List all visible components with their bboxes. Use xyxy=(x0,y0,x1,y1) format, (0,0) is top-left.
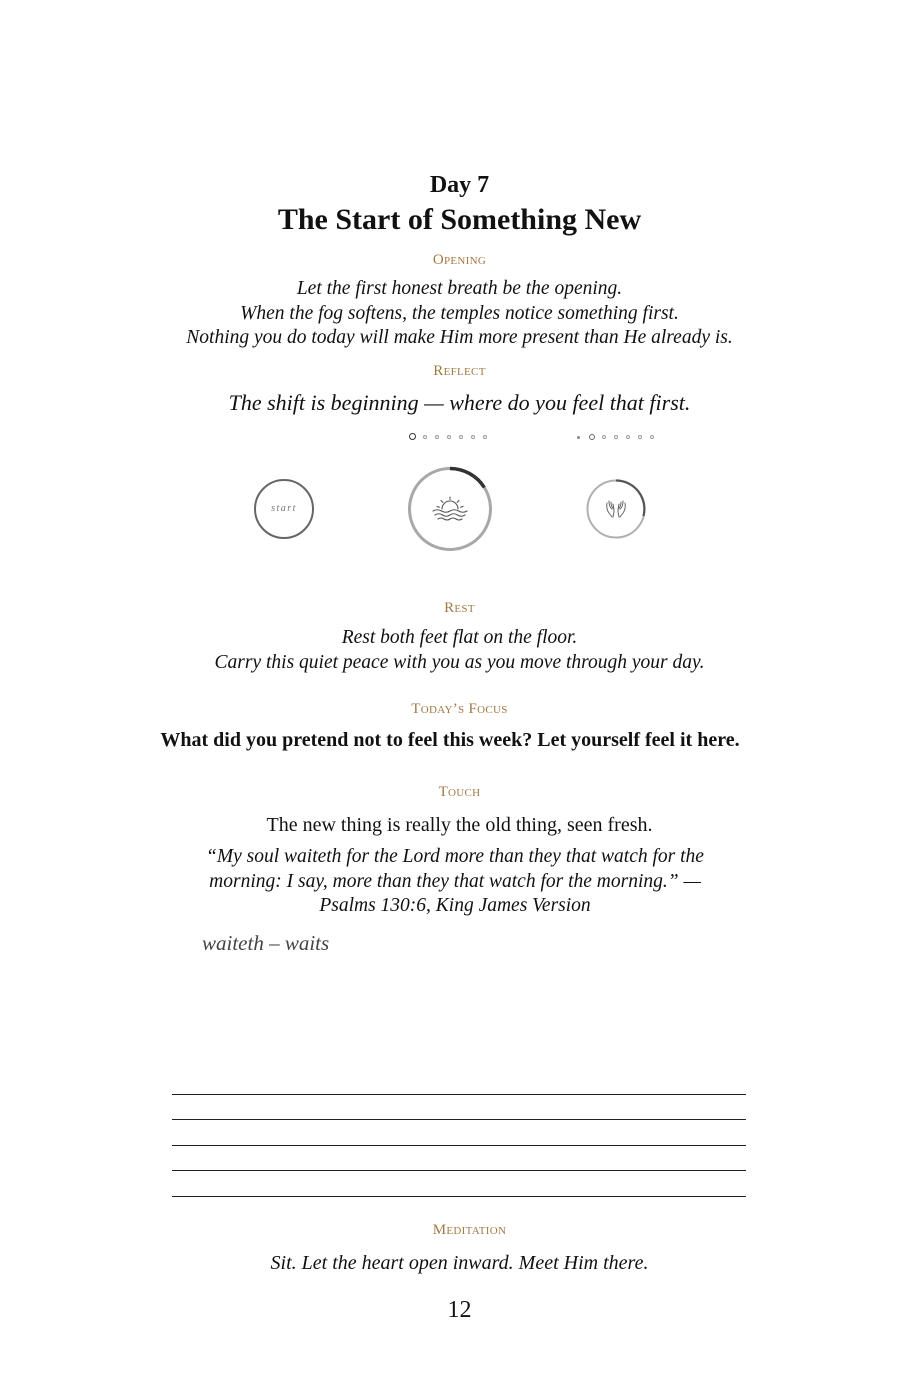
praying-hands-icon xyxy=(604,499,628,519)
sunrise-over-water-icon xyxy=(430,495,470,525)
opening-line: When the fog softens, the temples notice something first. xyxy=(240,302,679,324)
progress-dot[interactable] xyxy=(447,435,451,439)
progress-dot[interactable] xyxy=(577,436,580,439)
start-button[interactable] xyxy=(254,479,314,539)
page-number: 12 xyxy=(447,1297,472,1323)
progress-dot[interactable] xyxy=(626,435,630,439)
prayer-button[interactable] xyxy=(585,478,647,540)
reflect-text: The shift is beginning — where do you feel that first. xyxy=(228,390,691,415)
journal-line[interactable] xyxy=(172,1094,746,1095)
rest-line: Rest both feet flat on the floor. xyxy=(341,627,578,648)
rest-line: Carry this quiet peace with you as you move through your day. xyxy=(214,652,705,673)
page-title: The Start of Something New xyxy=(277,203,642,236)
focus-text: What did you pretend not to feel this week? Let yourself feel it here. xyxy=(160,729,740,751)
journal-line[interactable] xyxy=(172,1145,746,1146)
rest-label: Rest xyxy=(444,600,475,616)
progress-dot[interactable] xyxy=(471,435,475,439)
word-gloss: waiteth – waits xyxy=(202,931,330,955)
touch-label: Touch xyxy=(438,784,481,800)
journal-line[interactable] xyxy=(172,1170,746,1171)
focus-label: Today’s Focus xyxy=(411,701,508,717)
scripture-quote: “My soul waiteth for the Lord more than they that watch for the morning: I say, more than they that watch for the morning.” — Psalms 130:6, King James Version xyxy=(206,846,704,916)
progress-dot-active[interactable] xyxy=(589,434,595,440)
progress-dot[interactable] xyxy=(483,435,487,439)
progress-dot[interactable] xyxy=(435,435,439,439)
progress-dot[interactable] xyxy=(650,435,654,439)
journal-line[interactable] xyxy=(172,1119,746,1120)
day-heading: Day 7 xyxy=(429,172,490,198)
progress-dot[interactable] xyxy=(602,435,606,439)
progress-dot[interactable] xyxy=(423,435,427,439)
touch-text: The new thing is really the old thing, seen fresh. xyxy=(266,814,653,836)
play-button[interactable] xyxy=(406,465,494,553)
reflect-label: Reflect xyxy=(433,363,486,379)
meditation-text: Sit. Let the heart open inward. Meet Him there. xyxy=(270,1252,649,1274)
opening-line: Let the first honest breath be the opening. xyxy=(296,278,623,299)
progress-dot[interactable] xyxy=(459,435,463,439)
journal-line[interactable] xyxy=(172,1196,746,1197)
opening-label: Opening xyxy=(432,252,487,268)
start-label: start xyxy=(271,503,297,514)
meditation-label: Meditation xyxy=(432,1222,507,1238)
opening-line: Nothing you do today will make Him more present than He already is. xyxy=(186,327,733,348)
progress-dot[interactable] xyxy=(614,435,618,439)
progress-dot-active[interactable] xyxy=(409,433,416,440)
progress-dot[interactable] xyxy=(638,435,642,439)
opening-text xyxy=(0,277,919,351)
rest-text xyxy=(0,625,919,675)
